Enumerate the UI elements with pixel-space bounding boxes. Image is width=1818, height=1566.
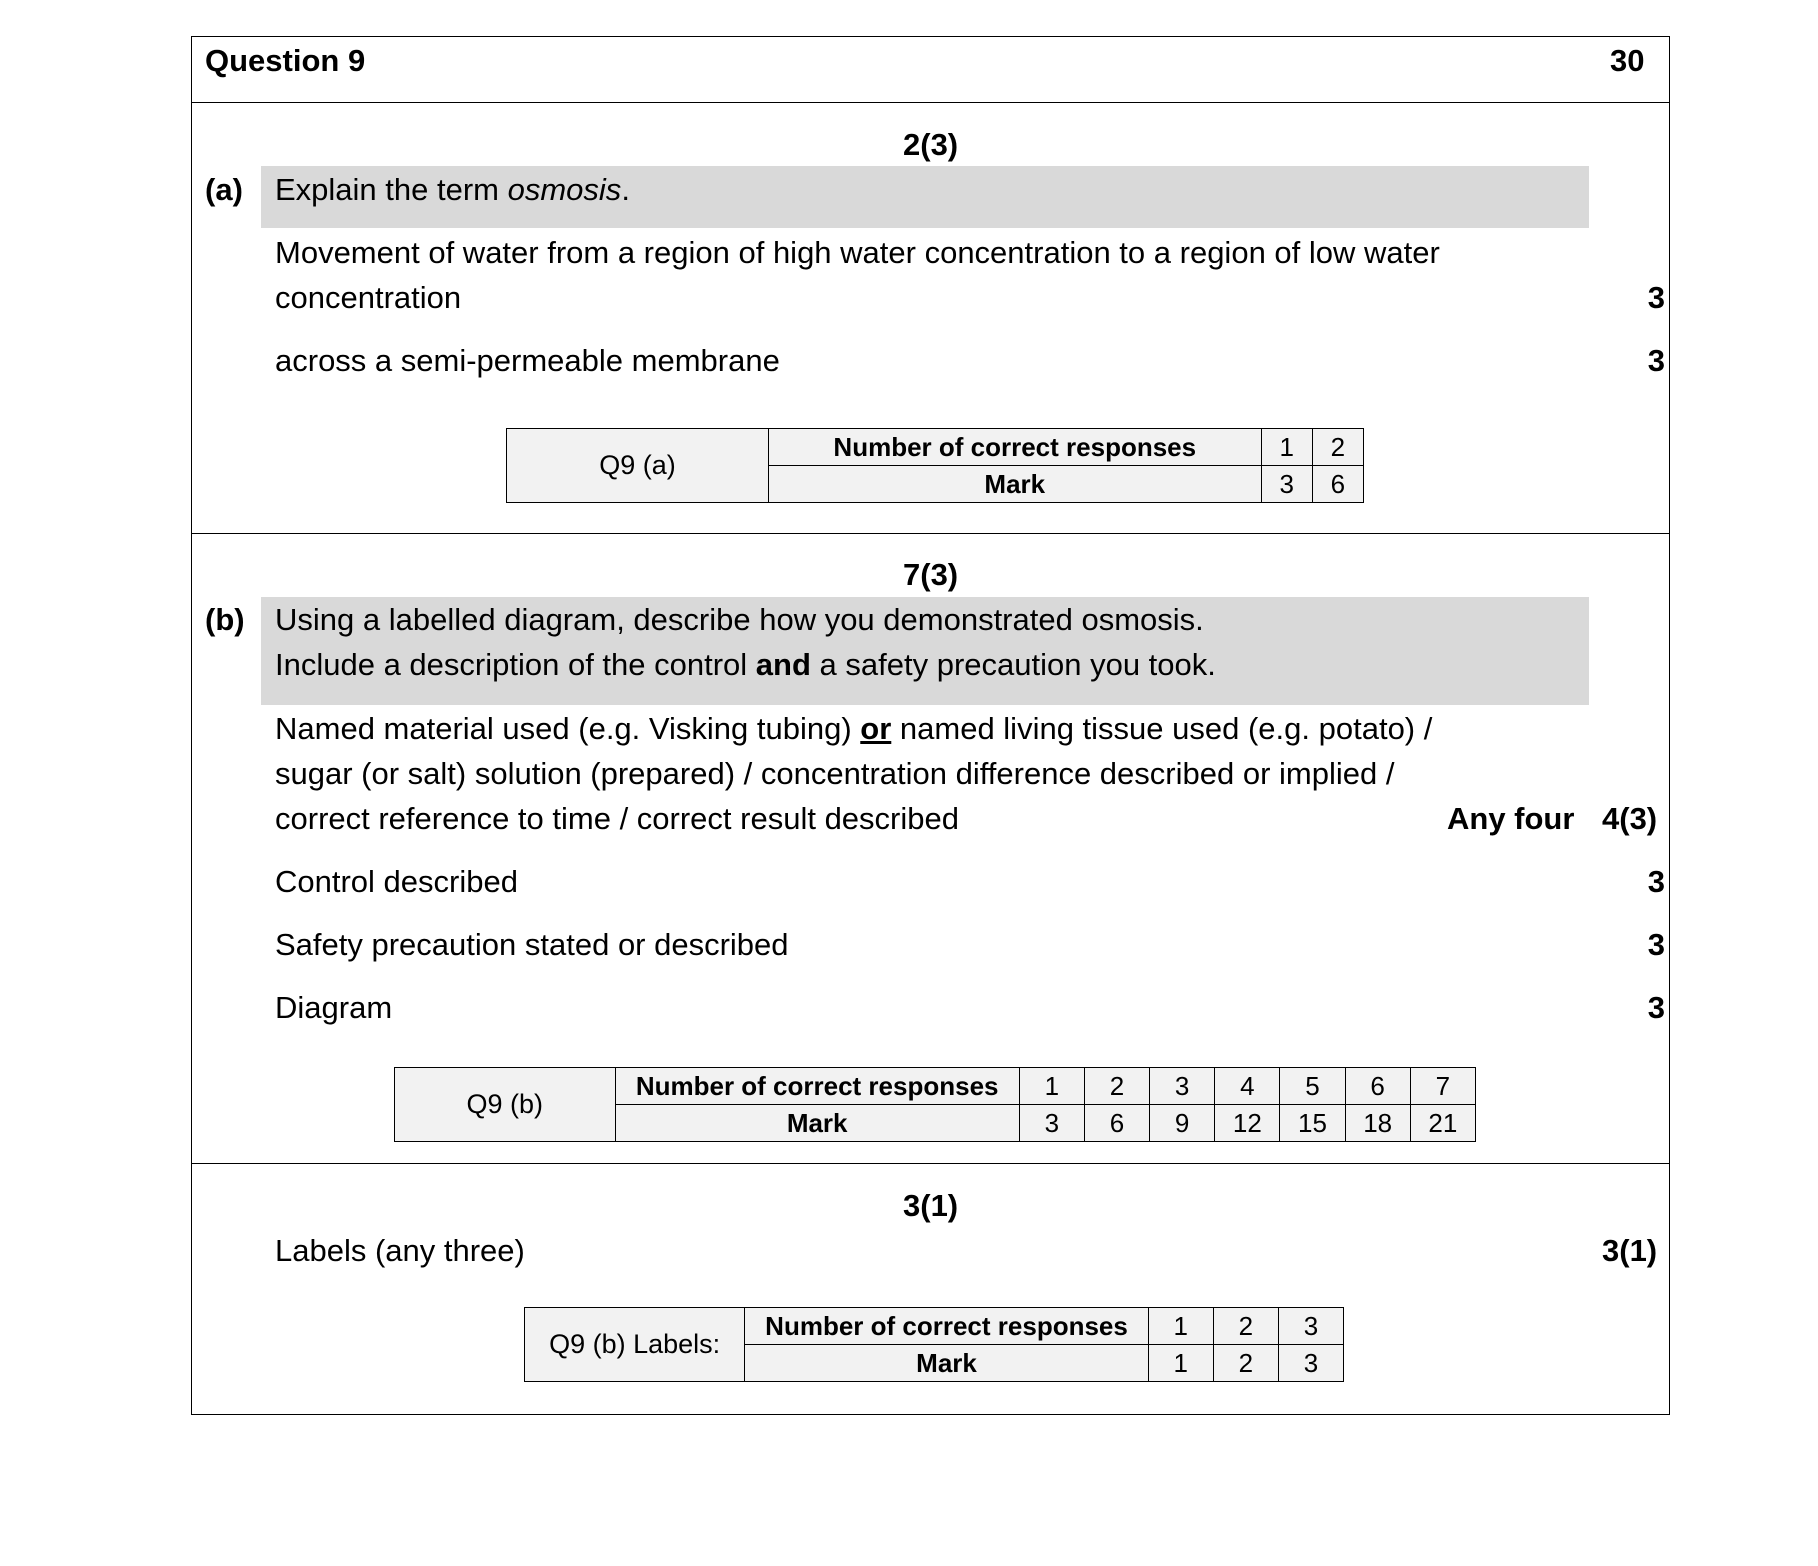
labels-table-responses-header: Number of correct responses [745,1308,1148,1345]
section-divider-a-b [191,533,1670,534]
labels-table-label: Q9 (b) Labels: [525,1308,745,1382]
part-b-table-mark-cell: 6 [1084,1105,1149,1142]
part-a-label: (a) [205,172,243,207]
part-a-marking-table [506,428,1364,503]
part-b-answer-1-mark: 4(3) [1602,801,1658,836]
labels-table-response-cell: 1 [1148,1308,1213,1345]
part-b-answer-4: Diagram [275,990,393,1025]
part-b-table-response-cell: 7 [1410,1068,1475,1105]
osmosis-term: osmosis [507,172,622,207]
part-b-answer-1-line-1: Named material used (e.g. Visking tubing) or named living tissue used (e.g. potato) / [275,711,1433,746]
part-b-table-response-cell: 1 [1019,1068,1084,1105]
part-a-table-mark-cell: 6 [1312,466,1363,503]
part-b-table-response-cell: 6 [1345,1068,1410,1105]
part-b-table-mark-cell: 3 [1019,1105,1084,1142]
part-b-answer-2-mark: 3 [1647,864,1665,899]
labels-answer-mark: 3(1) [1602,1233,1658,1268]
section-divider-b-labels [191,1163,1670,1164]
part-b-any-four-note: Any four [1447,801,1575,836]
labels-table-response-cell: 3 [1278,1308,1343,1345]
part-b-table-response-cell: 3 [1150,1068,1215,1105]
part-b-table-mark-cell: 18 [1345,1105,1410,1142]
part-b-table-mark-cell: 15 [1280,1105,1345,1142]
labels-marking-table [524,1307,1344,1382]
part-a-table-mark-cell: 3 [1261,466,1312,503]
part-b-table-response-cell: 5 [1280,1068,1345,1105]
part-b-table-responses-header: Number of correct responses [615,1068,1019,1105]
part-a-answer-line-2: concentration [275,280,462,315]
part-b-answer-1-line-3: correct reference to time / correct result described [275,801,959,836]
labels-table-mark-cell: 1 [1148,1345,1213,1382]
part-b-marking-table [394,1067,1476,1142]
part-a-question: Explain the term osmosis. [275,172,630,207]
part-b-table-mark-cell: 9 [1150,1105,1215,1142]
part-b-answer-3: Safety precaution stated or described [275,927,789,962]
part-a-table-responses-header: Number of correct responses [768,429,1261,466]
labels-table-mark-cell: 2 [1213,1345,1278,1382]
part-b-answer-1-line-2: sugar (or salt) solution (prepared) / concentration difference described or implied / [275,756,1395,791]
question-title: Question 9 [205,43,366,78]
part-b-question-line-1: Using a labelled diagram, describe how you demonstrated osmosis. [275,602,1204,637]
labels-answer: Labels (any three) [275,1233,525,1268]
part-b-answer-4-mark: 3 [1647,990,1665,1025]
part-b-label: (b) [205,602,245,637]
part-a-table-response-cell: 1 [1261,429,1312,466]
part-a-table-mark-header: Mark [768,466,1261,503]
part-b-question-line-2: Include a description of the control and a safety precaution you took. [275,647,1216,682]
labels-table-response-cell: 2 [1213,1308,1278,1345]
part-a-answer-line-1: Movement of water from a region of high water concentration to a region of low water [275,235,1440,270]
part-b-table-mark-cell: 12 [1215,1105,1280,1142]
part-b-table-label: Q9 (b) [395,1068,616,1142]
question-total-marks: 30 [1610,43,1645,78]
labels-table-mark-cell: 3 [1278,1345,1343,1382]
part-a-answer-line-3-mark: 3 [1647,343,1665,378]
part-b-table-mark-header: Mark [615,1105,1019,1142]
part-b-answer-3-mark: 3 [1647,927,1665,962]
part-b-answer-2: Control described [275,864,518,899]
part-a-answer-line-2-mark: 3 [1647,280,1665,315]
part-a-answer-line-3: across a semi-permeable membrane [275,343,780,378]
part-b-table-mark-cell: 21 [1410,1105,1475,1142]
labels-mark-allocation: 3(1) [903,1188,959,1223]
part-b-table-response-cell: 2 [1084,1068,1149,1105]
part-b-table-response-cell: 4 [1215,1068,1280,1105]
header-divider [191,102,1670,103]
labels-table-mark-header: Mark [745,1345,1148,1382]
part-a-table-label: Q9 (a) [507,429,769,503]
part-b-mark-allocation: 7(3) [903,557,959,592]
part-a-table-response-cell: 2 [1312,429,1363,466]
part-a-mark-allocation: 2(3) [903,127,959,162]
